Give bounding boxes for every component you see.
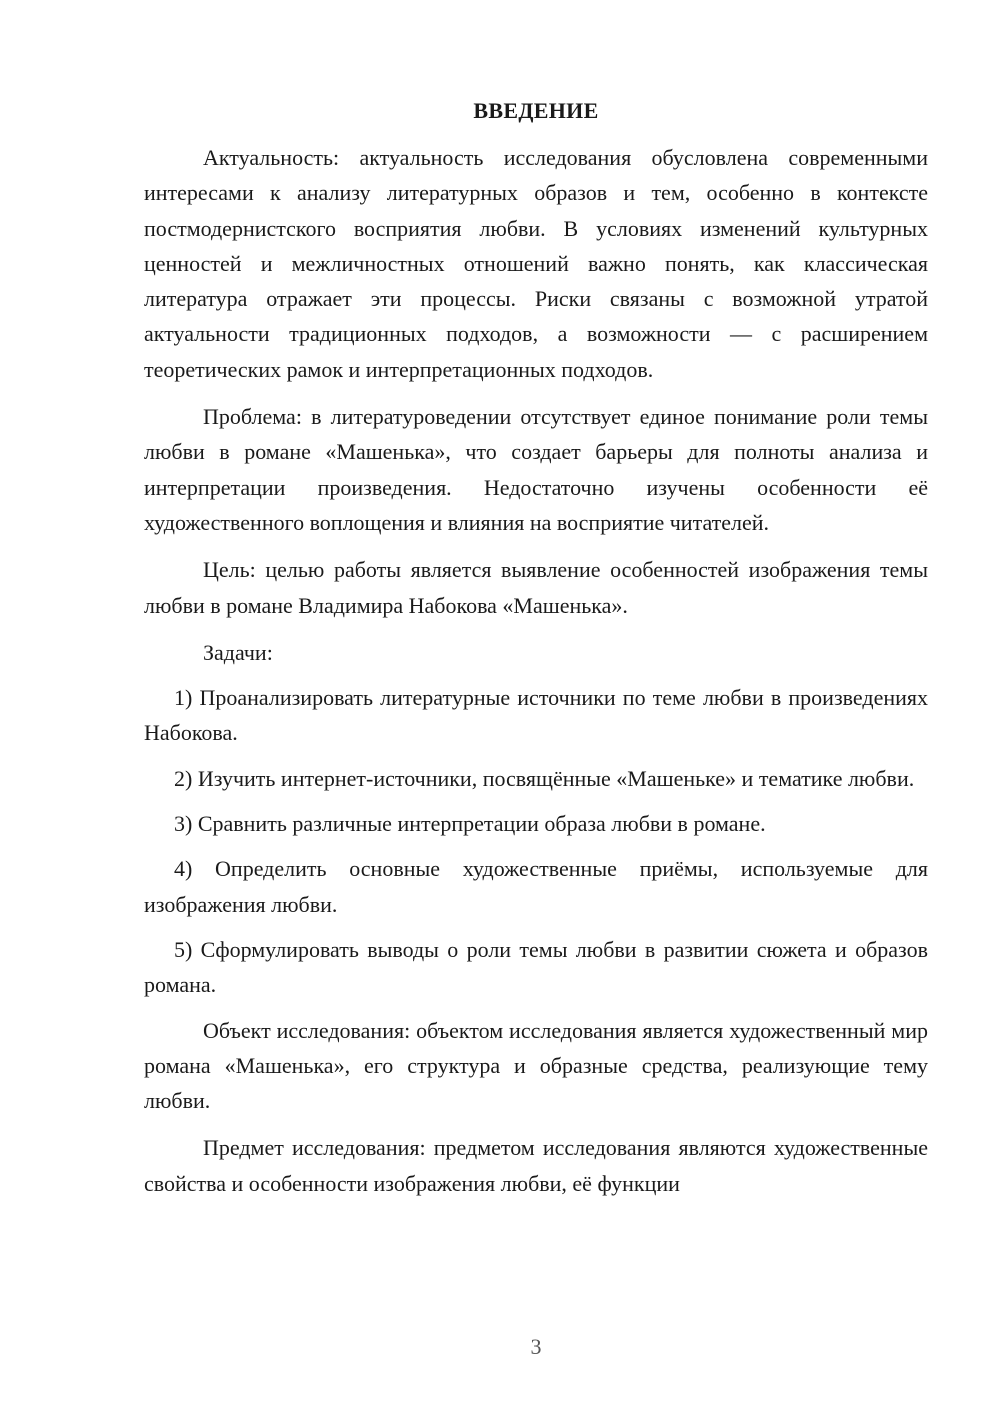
problem-paragraph: Проблема: в литературоведении отсутствует единое понимание роли темы любви в романе «Машенька», что создает барьеры для полноты анализа и интерпретации произведения. Недостаточно изучены особенности её художественного воплощения и влияния на восприятие читателей.	[144, 404, 928, 535]
tasks-label: Задачи:	[203, 639, 273, 665]
object-paragraph: Объект исследования: объектом исследования является художественный мир романа «Машенька», его структура и образные средства, реализующие тему любви.	[144, 1017, 928, 1114]
task-item-5: 5) Сформулировать выводы о роли темы любви в развитии сюжета и образов романа.	[144, 936, 928, 998]
page-number: 3	[530, 1334, 542, 1359]
tasks-list	[144, 680, 928, 1002]
relevance-paragraph: Актуальность: актуальность исследования обусловлена современными интересами к анализу литературных образов и тем, особенно в контексте постмодернистского восприятия любви. В условиях изменений культурных ценностей и межличностных отношений важно понять, как классическая литература отражает эти процессы. Риски связаны с возможной утратой актуальности традиционных подходов, а возможности — с расширением теоретических рамок и интерпретационных подходов.	[144, 145, 928, 382]
page-title: ВВЕДЕНИЕ	[473, 98, 599, 123]
task-item-1: 1) Проанализировать литературные источники по теме любви в произведениях Набокова.	[144, 685, 928, 746]
subject-paragraph: Предмет исследования: предметом исследования являются художественные свойства и особенности изображения любви, её функции	[144, 1135, 928, 1196]
task-item-3: 3) Сравнить различные интерпретации образа любви в романе.	[174, 811, 766, 837]
document-body	[144, 96, 928, 1213]
task-item-4: 4) Определить основные художественные приёмы, используемые для изображения любви.	[144, 856, 928, 917]
task-item-2: 2) Изучить интернет-источники, посвящённые «Машеньке» и тематике любви.	[174, 765, 915, 791]
goal-paragraph: Цель: целью работы является выявление особенностей изображения темы любви в романе Владимира Набокова «Машенька».	[144, 557, 928, 618]
